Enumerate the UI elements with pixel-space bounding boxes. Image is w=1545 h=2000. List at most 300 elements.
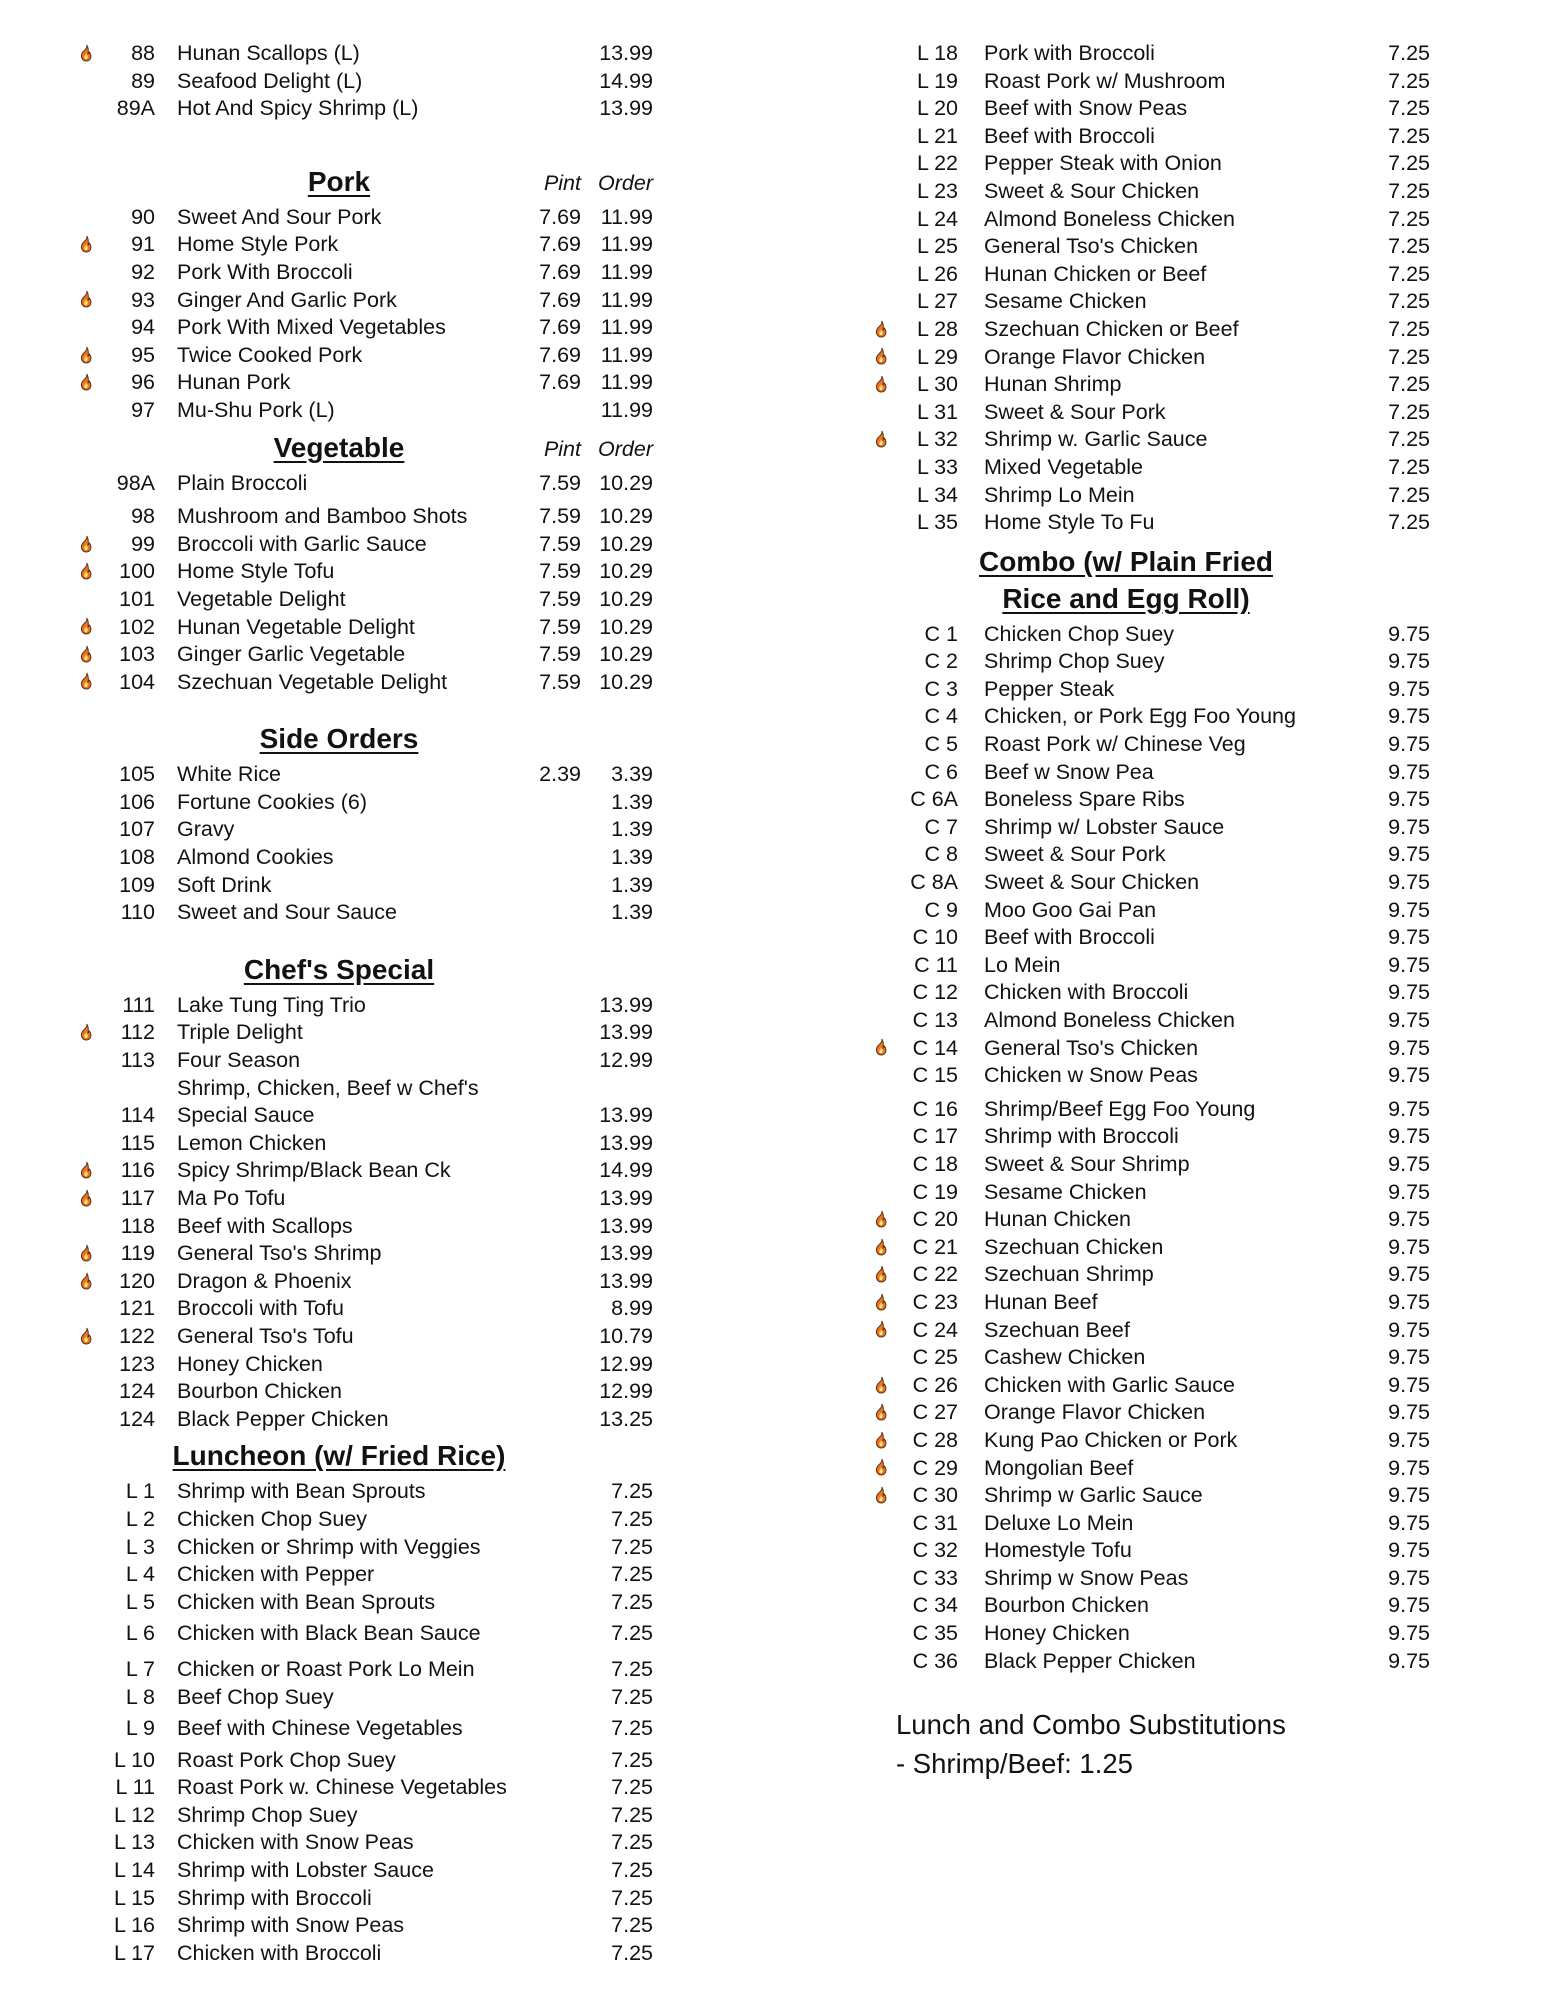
menu-item-row bbox=[75, 1940, 653, 1968]
item-pint-price: 7.59 bbox=[539, 531, 581, 556]
section-title bbox=[155, 1437, 523, 1474]
item-number: 113 bbox=[120, 1048, 155, 1073]
spicy-flame-icon bbox=[870, 429, 898, 451]
menu-item-row bbox=[75, 1185, 653, 1213]
item-order-price: 11.99 bbox=[600, 204, 653, 229]
item-order-price: 8.99 bbox=[611, 1296, 653, 1321]
menu-item-row bbox=[75, 1019, 653, 1047]
menu-section bbox=[75, 40, 653, 123]
item-order-price: 9.75 bbox=[1388, 732, 1430, 757]
item-order-price: 7.25 bbox=[611, 1940, 653, 1965]
item-number: C 27 bbox=[912, 1400, 958, 1425]
menu-item-row bbox=[870, 1537, 1430, 1565]
section-header bbox=[75, 951, 653, 988]
item-order-price: 9.75 bbox=[1388, 1262, 1430, 1287]
item-number: L 1 bbox=[125, 1479, 155, 1504]
item-number: 98 bbox=[131, 504, 155, 529]
item-order-price: 9.75 bbox=[1388, 1648, 1430, 1673]
item-number: 104 bbox=[119, 669, 155, 694]
item-name: Four Season bbox=[177, 1048, 301, 1073]
item-number: L 13 bbox=[113, 1830, 155, 1855]
menu-item-row bbox=[870, 206, 1430, 234]
item-name: Almond Cookies bbox=[177, 845, 334, 870]
item-number: L 7 bbox=[125, 1656, 155, 1681]
item-name: Shrimp Lo Mein bbox=[984, 482, 1135, 507]
section-title-line: Vegetable bbox=[273, 431, 405, 463]
item-name: Black Pepper Chicken bbox=[177, 1406, 389, 1431]
menu-item-row bbox=[870, 233, 1430, 261]
item-number: C 15 bbox=[912, 1063, 958, 1088]
item-name: Mushroom and Bamboo Shots bbox=[177, 504, 468, 529]
menu-item-row bbox=[75, 1857, 653, 1885]
menu-item-row bbox=[870, 1096, 1430, 1124]
spicy-flame-icon bbox=[75, 616, 103, 638]
item-order-price: 7.25 bbox=[1388, 316, 1430, 341]
item-number: 99 bbox=[131, 531, 155, 556]
section-title-line: Side Orders bbox=[259, 723, 419, 755]
item-order-price: 10.79 bbox=[599, 1323, 653, 1348]
item-name: Orange Flavor Chicken bbox=[984, 1400, 1206, 1425]
item-number: C 13 bbox=[912, 1008, 958, 1032]
item-number: 112 bbox=[120, 1020, 155, 1045]
item-number: L 12 bbox=[113, 1802, 155, 1827]
item-number: 90 bbox=[131, 204, 155, 229]
item-pint-price: 7.69 bbox=[539, 232, 581, 257]
item-name: Chicken with Black Bean Sauce bbox=[177, 1621, 481, 1646]
spicy-flame-icon bbox=[870, 1037, 898, 1059]
item-name: Shrimp Chop Suey bbox=[177, 1802, 358, 1827]
item-number: L 11 bbox=[115, 1775, 155, 1800]
item-number: C 22 bbox=[912, 1262, 958, 1287]
item-name: Chicken or Roast Pork Lo Mein bbox=[177, 1656, 475, 1681]
menu-item-row bbox=[75, 1102, 653, 1130]
menu-item-row bbox=[75, 95, 653, 123]
spicy-flame-icon bbox=[75, 345, 103, 367]
menu-section bbox=[75, 720, 653, 927]
item-order-price: 9.75 bbox=[1388, 1151, 1430, 1176]
menu-item-row bbox=[75, 1213, 653, 1241]
item-name: Shrimp with Broccoli bbox=[177, 1885, 372, 1910]
item-number: C 18 bbox=[912, 1151, 958, 1176]
item-order-price: 7.25 bbox=[1388, 261, 1430, 286]
menu-item-row bbox=[870, 952, 1430, 980]
item-order-price: 7.25 bbox=[611, 1479, 653, 1504]
menu-item-row bbox=[75, 1885, 653, 1913]
item-number: 124 bbox=[119, 1379, 155, 1404]
item-pint-price: 7.59 bbox=[539, 470, 581, 495]
item-order-price: 7.25 bbox=[611, 1534, 653, 1559]
item-name: Kung Pao Chicken or Pork bbox=[984, 1427, 1238, 1452]
item-name: Cashew Chicken bbox=[984, 1345, 1146, 1370]
item-name: Twice Cooked Pork bbox=[177, 342, 363, 367]
item-order-price: 13.25 bbox=[599, 1406, 653, 1431]
item-order-price: 9.75 bbox=[1388, 1565, 1430, 1590]
item-name: Special Sauce bbox=[177, 1103, 315, 1128]
menu-item-row bbox=[870, 454, 1430, 482]
item-name: Lemon Chicken bbox=[177, 1130, 327, 1155]
menu-item-row bbox=[75, 586, 653, 614]
menu-item-row bbox=[870, 371, 1430, 399]
item-name: Beef with Broccoli bbox=[984, 925, 1155, 950]
item-number: C 36 bbox=[912, 1648, 958, 1673]
spicy-flame-icon bbox=[75, 43, 103, 65]
item-order-price: 7.25 bbox=[611, 1830, 653, 1855]
item-order-price: 1.39 bbox=[611, 900, 653, 925]
item-number: C 26 bbox=[912, 1372, 958, 1397]
item-pint-price: 7.59 bbox=[539, 642, 581, 667]
item-number: C 9 bbox=[924, 897, 958, 922]
item-number: 115 bbox=[120, 1130, 155, 1155]
menu-item-row bbox=[870, 123, 1430, 151]
section-title-line: Rice and Egg Roll) bbox=[1002, 582, 1250, 614]
item-number: L 25 bbox=[916, 234, 958, 259]
spicy-flame-icon bbox=[870, 1237, 898, 1259]
item-number: 118 bbox=[120, 1213, 155, 1238]
item-order-price: 7.25 bbox=[611, 1913, 653, 1938]
menu-item-row bbox=[870, 482, 1430, 510]
menu-item-row bbox=[75, 40, 653, 68]
menu-item-row bbox=[870, 731, 1430, 759]
item-name: Beef with Chinese Vegetables bbox=[177, 1716, 463, 1741]
item-name: Roast Pork Chop Suey bbox=[177, 1747, 396, 1772]
item-number: L 15 bbox=[113, 1885, 155, 1910]
item-order-price: 7.25 bbox=[611, 1506, 653, 1531]
item-name: Ginger Garlic Vegetable bbox=[177, 642, 406, 667]
menu-item-row bbox=[75, 1829, 653, 1857]
item-name: Almond Boneless Chicken bbox=[984, 206, 1235, 231]
spicy-flame-icon bbox=[75, 289, 103, 311]
menu-left-column bbox=[75, 0, 653, 1967]
item-order-price: 10.29 bbox=[599, 669, 653, 694]
menu-item-row bbox=[75, 669, 653, 697]
item-name: Sweet & Sour Shrimp bbox=[984, 1151, 1190, 1176]
item-number: C 1 bbox=[924, 621, 958, 646]
item-order-price: 12.99 bbox=[599, 1048, 653, 1073]
order-column-header: Order bbox=[598, 170, 653, 195]
item-order-price: 10.29 bbox=[599, 614, 653, 639]
item-order-price: 9.75 bbox=[1388, 952, 1430, 977]
menu-item-row bbox=[870, 1592, 1430, 1620]
menu-item-row bbox=[75, 1620, 653, 1648]
menu-item-row bbox=[75, 1715, 653, 1743]
section-title-line: Luncheon (w/ Fried Rice) bbox=[172, 1440, 506, 1472]
spicy-flame-icon bbox=[870, 1457, 898, 1479]
item-name: Lo Mein bbox=[984, 952, 1061, 977]
item-order-price: 9.75 bbox=[1388, 1538, 1430, 1563]
menu-item-row bbox=[870, 1620, 1430, 1648]
item-order-price: 7.25 bbox=[1388, 372, 1430, 397]
item-number: 94 bbox=[131, 315, 155, 340]
item-number: L 23 bbox=[916, 178, 958, 203]
item-name: Mu-Shu Pork (L) bbox=[177, 397, 335, 422]
menu-item-row bbox=[75, 1656, 653, 1684]
item-order-price: 11.99 bbox=[600, 397, 653, 422]
menu-item-row bbox=[870, 1455, 1430, 1483]
item-name: Chicken with Broccoli bbox=[177, 1940, 382, 1965]
item-order-price: 11.99 bbox=[600, 259, 653, 284]
spicy-flame-icon bbox=[870, 1209, 898, 1231]
item-order-price: 11.99 bbox=[600, 370, 653, 395]
spicy-flame-icon bbox=[75, 234, 103, 256]
pint-column-header: Pint bbox=[543, 436, 581, 461]
item-number: 109 bbox=[119, 872, 155, 897]
item-name: Szechuan Chicken or Beef bbox=[984, 316, 1239, 341]
item-order-price: 9.75 bbox=[1388, 842, 1430, 867]
menu-item-row bbox=[75, 397, 653, 425]
item-number: 103 bbox=[119, 642, 155, 667]
item-order-price: 7.25 bbox=[1388, 178, 1430, 203]
item-pint-price: 7.59 bbox=[539, 559, 581, 584]
item-name: Hunan Vegetable Delight bbox=[177, 614, 415, 639]
item-order-price: 10.29 bbox=[599, 504, 653, 529]
item-number: 98A bbox=[116, 470, 155, 495]
item-number: L 21 bbox=[916, 123, 958, 148]
item-number: C 2 bbox=[924, 649, 958, 674]
menu-item-row bbox=[870, 814, 1430, 842]
item-name: Shrimp with Bean Sprouts bbox=[177, 1479, 426, 1504]
menu-item-row bbox=[75, 641, 653, 669]
item-name: Beef with Snow Peas bbox=[984, 96, 1188, 121]
item-order-price: 7.25 bbox=[611, 1775, 653, 1800]
menu-item-row bbox=[870, 648, 1430, 676]
item-order-price: 9.75 bbox=[1388, 814, 1430, 839]
menu-item-row bbox=[870, 1565, 1430, 1593]
item-order-price: 7.25 bbox=[1388, 482, 1430, 507]
menu-item-row bbox=[870, 288, 1430, 316]
item-name: Black Pepper Chicken bbox=[984, 1648, 1196, 1673]
item-number: C 25 bbox=[912, 1345, 958, 1370]
menu-item-row bbox=[870, 1234, 1430, 1262]
item-name: Lake Tung Ting Trio bbox=[177, 992, 366, 1017]
item-order-price: 9.75 bbox=[1388, 1621, 1430, 1646]
menu-item-row bbox=[75, 231, 653, 259]
menu-item-row bbox=[870, 703, 1430, 731]
menu-item-row bbox=[870, 316, 1430, 344]
item-name: Pepper Steak bbox=[984, 676, 1115, 701]
menu-item-row bbox=[870, 509, 1430, 537]
item-name: Shrimp with Snow Peas bbox=[177, 1913, 405, 1938]
menu-item-row bbox=[75, 1478, 653, 1506]
item-order-price: 9.75 bbox=[1388, 649, 1430, 674]
menu-item-row bbox=[870, 1427, 1430, 1455]
item-pint-price: 7.69 bbox=[539, 342, 581, 367]
item-number: L 6 bbox=[125, 1621, 155, 1646]
item-number: C 29 bbox=[912, 1455, 958, 1480]
item-number: 100 bbox=[119, 559, 155, 584]
item-order-price: 11.99 bbox=[600, 287, 653, 312]
item-name: Honey Chicken bbox=[984, 1621, 1130, 1646]
spicy-flame-icon bbox=[75, 1022, 103, 1044]
item-name: Spicy Shrimp/Black Bean Ck bbox=[177, 1158, 451, 1183]
item-name: Vegetable Delight bbox=[177, 586, 346, 611]
item-name: Homestyle Tofu bbox=[984, 1538, 1132, 1563]
item-number: C 8A bbox=[910, 870, 958, 895]
item-name: Chicken with Broccoli bbox=[984, 980, 1189, 1005]
item-name: Shrimp/Beef Egg Foo Young bbox=[984, 1096, 1256, 1121]
item-number: 106 bbox=[119, 789, 155, 814]
item-number: C 14 bbox=[912, 1035, 958, 1060]
menu-item-row bbox=[75, 342, 653, 370]
item-number: L 17 bbox=[113, 1940, 155, 1965]
item-order-price: 9.75 bbox=[1388, 1063, 1430, 1088]
section-title bbox=[155, 951, 523, 988]
item-order-price: 7.25 bbox=[1388, 96, 1430, 121]
item-number: 124 bbox=[119, 1406, 155, 1431]
item-name: Shrimp w/ Lobster Sauce bbox=[984, 814, 1225, 839]
item-name: Sweet & Sour Chicken bbox=[984, 178, 1200, 203]
menu-item-row bbox=[870, 178, 1430, 206]
menu-section bbox=[870, 40, 1430, 537]
menu-item-row bbox=[870, 1510, 1430, 1538]
menu-item-row bbox=[870, 841, 1430, 869]
item-order-price: 9.75 bbox=[1388, 1096, 1430, 1121]
item-number: 97 bbox=[131, 397, 155, 422]
item-order-price: 10.29 bbox=[599, 531, 653, 556]
item-name: Ginger And Garlic Pork bbox=[177, 287, 397, 312]
item-name: Boneless Spare Ribs bbox=[984, 787, 1185, 812]
item-number: 110 bbox=[120, 900, 155, 925]
menu-item-row bbox=[75, 287, 653, 315]
item-order-price: 12.99 bbox=[599, 1379, 653, 1404]
item-number: C 31 bbox=[912, 1510, 958, 1535]
item-order-price: 9.75 bbox=[1388, 1124, 1430, 1149]
menu-item-row bbox=[75, 369, 653, 397]
item-name: General Tso's Chicken bbox=[984, 1035, 1199, 1060]
item-number: C 20 bbox=[912, 1207, 958, 1232]
item-number: C 6A bbox=[910, 787, 958, 812]
item-name: Chicken with Pepper bbox=[177, 1562, 375, 1587]
menu-item-row bbox=[870, 786, 1430, 814]
item-order-price: 9.75 bbox=[1388, 1035, 1430, 1060]
item-name: General Tso's Shrimp bbox=[177, 1241, 382, 1266]
spicy-flame-icon bbox=[870, 1430, 898, 1452]
item-number: C 28 bbox=[912, 1427, 958, 1452]
item-order-price: 13.99 bbox=[599, 41, 653, 65]
menu-item-row bbox=[75, 1774, 653, 1802]
item-order-price: 9.75 bbox=[1388, 1593, 1430, 1618]
menu-item-row bbox=[75, 1506, 653, 1534]
item-order-price: 9.75 bbox=[1388, 1455, 1430, 1480]
menu-item-row bbox=[75, 899, 653, 927]
item-number: C 3 bbox=[924, 676, 958, 701]
item-name: Triple Delight bbox=[177, 1020, 303, 1045]
menu-item-row bbox=[75, 614, 653, 642]
item-order-price: 7.25 bbox=[611, 1562, 653, 1587]
item-order-price: 9.75 bbox=[1388, 1008, 1430, 1032]
item-name: Deluxe Lo Mein bbox=[984, 1510, 1134, 1535]
item-name: Broccoli with Garlic Sauce bbox=[177, 531, 427, 556]
spicy-flame-icon bbox=[870, 1375, 898, 1397]
item-order-price: 9.75 bbox=[1388, 1234, 1430, 1259]
menu-item-row bbox=[870, 1151, 1430, 1179]
item-number: L 22 bbox=[916, 151, 958, 176]
menu-item-row bbox=[870, 924, 1430, 952]
menu-item-row bbox=[870, 979, 1430, 1007]
menu-item-row bbox=[75, 1378, 653, 1406]
item-order-price: 7.25 bbox=[611, 1621, 653, 1646]
item-order-price: 14.99 bbox=[599, 1158, 653, 1183]
item-order-price: 9.75 bbox=[1388, 787, 1430, 812]
menu-item-row bbox=[870, 1261, 1430, 1289]
menu-item-row bbox=[75, 789, 653, 817]
menu-item-row bbox=[75, 1047, 653, 1075]
item-name: Shrimp Chop Suey bbox=[984, 649, 1165, 674]
item-number: 88 bbox=[131, 41, 155, 65]
item-name: Soft Drink bbox=[177, 872, 272, 897]
menu-item-row bbox=[75, 992, 653, 1020]
item-number: 120 bbox=[119, 1268, 155, 1293]
item-name: General Tso's Tofu bbox=[177, 1323, 354, 1348]
menu-item-row bbox=[75, 1802, 653, 1830]
menu-item-row bbox=[870, 869, 1430, 897]
order-column-header: Order bbox=[598, 436, 653, 461]
item-number: C 35 bbox=[912, 1621, 958, 1646]
item-order-price: 9.75 bbox=[1388, 704, 1430, 729]
item-number: 123 bbox=[119, 1351, 155, 1376]
item-number: L 33 bbox=[916, 454, 958, 479]
item-number: 122 bbox=[119, 1323, 155, 1348]
item-name: Roast Pork w/ Mushroom bbox=[984, 68, 1226, 93]
item-number: 116 bbox=[120, 1158, 155, 1183]
menu-item-row bbox=[75, 844, 653, 872]
menu-item-row bbox=[870, 95, 1430, 123]
spicy-flame-icon bbox=[870, 1292, 898, 1314]
section-title-line: Combo (w/ Plain Fried bbox=[978, 545, 1273, 577]
item-order-price: 7.25 bbox=[1388, 123, 1430, 148]
item-number: C 4 bbox=[924, 704, 958, 729]
item-order-price: 7.25 bbox=[611, 1656, 653, 1681]
menu-item-row bbox=[75, 1268, 653, 1296]
item-number: L 14 bbox=[113, 1858, 155, 1883]
item-pint-price: 7.69 bbox=[539, 259, 581, 284]
item-name: Beef with Broccoli bbox=[984, 123, 1155, 148]
item-name: Roast Pork w/ Chinese Veg bbox=[984, 732, 1246, 757]
item-name: Pepper Steak with Onion bbox=[984, 151, 1222, 176]
spicy-flame-icon bbox=[75, 1243, 103, 1265]
item-order-price: 9.75 bbox=[1388, 1289, 1430, 1314]
menu-item-row bbox=[75, 470, 653, 498]
item-number: 121 bbox=[119, 1296, 155, 1321]
menu-item-row bbox=[75, 1561, 653, 1589]
pint-column-header: Pint bbox=[543, 170, 581, 195]
item-name: Beef Chop Suey bbox=[177, 1684, 334, 1709]
item-name: Chicken Chop Suey bbox=[984, 621, 1175, 646]
menu-item-row bbox=[870, 399, 1430, 427]
item-number: 93 bbox=[131, 287, 155, 312]
menu-item-row bbox=[870, 426, 1430, 454]
item-number: L 29 bbox=[916, 344, 958, 369]
item-order-price: 9.75 bbox=[1388, 1345, 1430, 1370]
item-name: Sweet And Sour Pork bbox=[177, 204, 382, 229]
item-order-price: 7.25 bbox=[1388, 454, 1430, 479]
item-order-price: 7.25 bbox=[611, 1858, 653, 1883]
item-name: Chicken with Bean Sprouts bbox=[177, 1589, 436, 1614]
menu-item-row bbox=[870, 1482, 1430, 1510]
item-order-price: 7.25 bbox=[611, 1885, 653, 1910]
spicy-flame-icon bbox=[75, 1326, 103, 1348]
substitutions-title: Lunch and Combo Substitutions bbox=[896, 1709, 1286, 1741]
menu-item-row bbox=[870, 1399, 1430, 1427]
section-header bbox=[75, 1437, 653, 1474]
menu-item-row bbox=[75, 1747, 653, 1775]
item-pint-price: 7.69 bbox=[539, 315, 581, 340]
item-number: 119 bbox=[120, 1241, 155, 1266]
item-order-price: 13.99 bbox=[599, 992, 653, 1017]
menu-item-row bbox=[870, 676, 1430, 704]
menu-item-row bbox=[870, 1372, 1430, 1400]
item-name: Almond Boneless Chicken bbox=[984, 1008, 1235, 1032]
menu-item-row bbox=[870, 150, 1430, 178]
